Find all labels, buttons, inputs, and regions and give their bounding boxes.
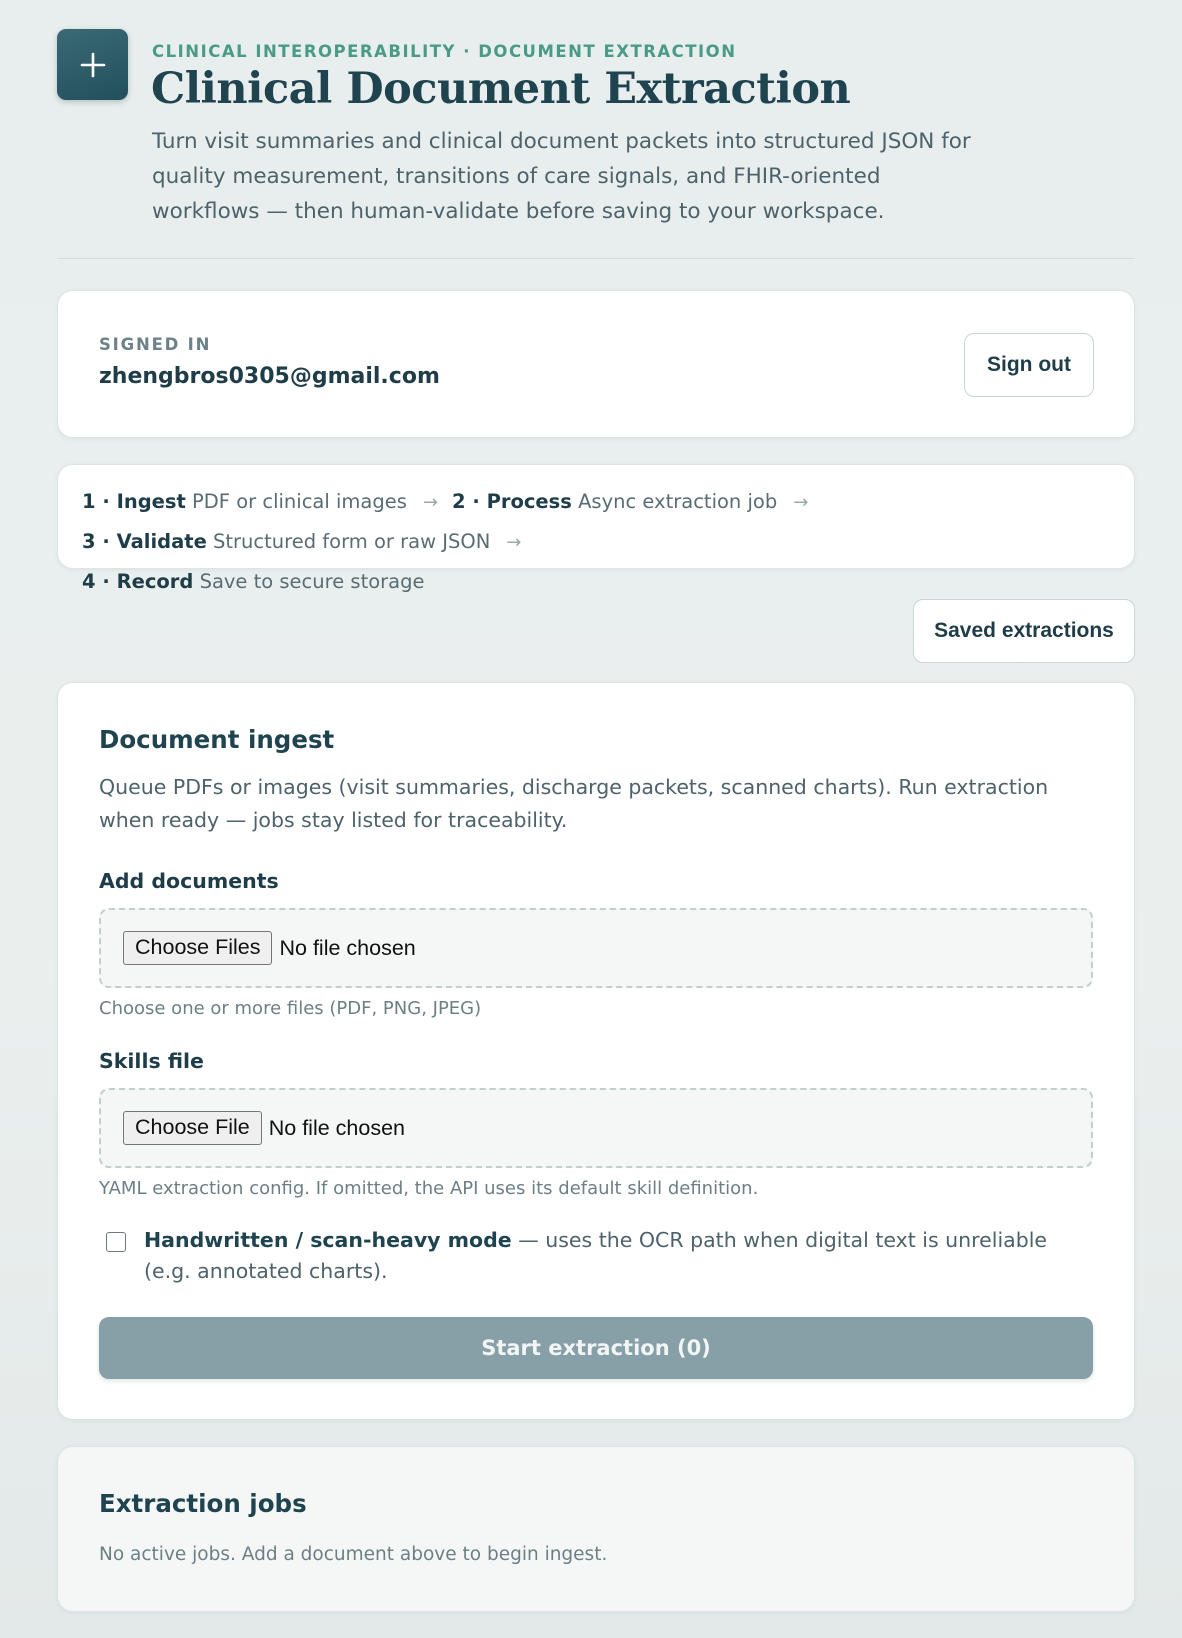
jobs-empty-state: No active jobs. Add a document above to begin ingest. [99, 1544, 608, 1565]
step-number: 3 [82, 530, 96, 553]
step-name: Validate [116, 530, 207, 553]
handwritten-mode-label [144, 1225, 1084, 1287]
step-name: Record [116, 570, 194, 593]
skills-file-label: Skills file [99, 1049, 204, 1073]
sign-out-button[interactable]: Sign out [964, 333, 1094, 397]
handwritten-mode-checkbox[interactable] [106, 1232, 126, 1252]
choose-files-button[interactable]: Choose Files [123, 931, 272, 965]
step-validate: 3 · Validate Structured form or raw JSON [82, 530, 491, 553]
page-description: Turn visit summaries and clinical document packets into structured JSON for quality measurement, transitions of care signals, and FHIR-oriented workflows — then human-validate before saving to your workspace. [152, 129, 971, 224]
documents-dropzone[interactable] [99, 908, 1093, 988]
skills-file-status: No file chosen [268, 1115, 405, 1140]
step-record: 4 · Record Save to secure storage [82, 570, 425, 593]
step-detail: Structured form or raw JSON [213, 530, 491, 553]
ingest-description: Queue PDFs or images (visit summaries, discharge packets, scanned charts). Run extraction when ready — jobs stay listed for traceability. [99, 775, 1049, 832]
ingest-title: Document ingest [99, 725, 335, 754]
step-ingest: 1 · Ingest PDF or clinical images [82, 490, 407, 513]
step-number: 2 [451, 490, 466, 513]
arrow-right-icon: → [506, 532, 522, 553]
page-title: Clinical Document Extraction [151, 64, 851, 114]
step-number: 4 [82, 570, 96, 593]
header-divider [57, 258, 1135, 259]
page-eyebrow: CLINICAL INTEROPERABILITY · DOCUMENT EXTRACTION [152, 42, 737, 61]
add-documents-label: Add documents [99, 869, 279, 893]
workflow-steps [57, 464, 1135, 593]
skills-hint: YAML extraction config. If omitted, the API uses its default skill definition. [99, 1178, 759, 1199]
app-logo [57, 29, 128, 100]
document-ingest-card [57, 682, 1135, 1420]
signed-in-label: SIGNED IN [99, 335, 212, 354]
step-detail: Async extraction job [578, 490, 778, 513]
step-detail: PDF or clinical images [192, 490, 407, 513]
handwritten-mode-description: — uses the OCR path when digital text is unreliable (e.g. annotated charts). [144, 1228, 1048, 1283]
signed-in-email: zhengbros0305@gmail.com [99, 364, 440, 389]
start-extraction-button[interactable]: Start extraction (0) [99, 1317, 1093, 1379]
arrow-right-icon: → [422, 492, 438, 513]
plus-icon [80, 52, 106, 78]
arrow-right-icon: → [793, 492, 809, 513]
account-card [57, 290, 1135, 438]
handwritten-mode-title: Handwritten / scan-heavy mode [144, 1228, 512, 1252]
step-detail: Save to secure storage [199, 570, 425, 593]
choose-file-button[interactable]: Choose File [123, 1111, 262, 1145]
extraction-jobs-card [57, 1446, 1135, 1612]
step-process: 2 · Process Async extraction job [451, 490, 778, 513]
step-name: Process [486, 490, 572, 513]
saved-extractions-button[interactable]: Saved extractions [913, 599, 1135, 663]
jobs-title: Extraction jobs [99, 1489, 307, 1518]
documents-hint: Choose one or more files (PDF, PNG, JPEG) [99, 998, 482, 1019]
skills-dropzone[interactable] [99, 1088, 1093, 1168]
step-number: 1 [82, 490, 96, 513]
step-name: Ingest [116, 490, 186, 513]
documents-file-status: No file chosen [279, 935, 416, 960]
